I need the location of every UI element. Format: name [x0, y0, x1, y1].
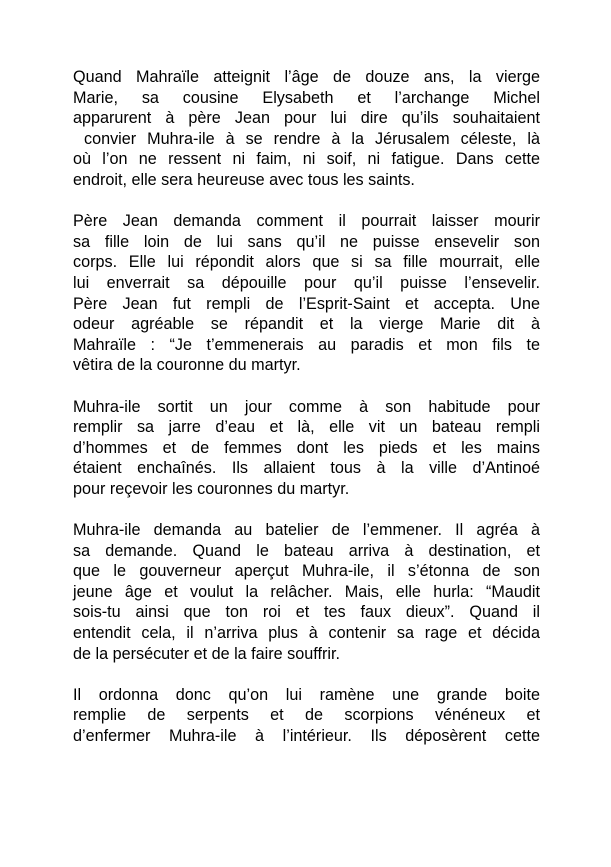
text-line: étaient enchaînés. Ils allaient tous à la ville d’Antinoé [73, 459, 540, 478]
paragraph-2 [73, 211, 540, 376]
text-line: jeune âge et voulut la relâcher. Mais, elle hurla: “Maudit [73, 582, 540, 601]
text-line: remplir sa jarre d’eau et là, elle vit un bateau rempli [73, 418, 540, 437]
text-line: Marie, sa cousine Elysabeth et l’archange Michel [73, 88, 540, 107]
document-page [73, 67, 540, 767]
text-line: Muhra-ile demanda au batelier de l’emmener. Il agréa à [73, 521, 540, 540]
text-line: Muhra-ile sortit un jour comme à son habitude pour [73, 397, 540, 416]
text-line: sa fille loin de lui sans qu’il ne puisse ensevelir son [73, 232, 540, 251]
text-line: de la persécuter et de la faire souffrir. [73, 644, 340, 663]
text-line: pour reçevoir les couronnes du martyr. [73, 479, 350, 498]
text-line: Il ordonna donc qu’on lui ramène une grande boite [73, 685, 540, 704]
text-line: convier Muhra-ile à se rendre à la Jérusalem céleste, là [73, 129, 540, 148]
text-line: Père Jean demanda comment il pourrait laisser mourir [73, 212, 540, 231]
text-line: Père Jean fut rempli de l’Esprit-Saint et accepta. Une [73, 294, 540, 313]
text-line: corps. Elle lui répondit alors que si sa fille mourrait, elle [73, 253, 540, 272]
text-line: que le gouverneur aperçut Muhra-ile, il s’étonna de son [73, 562, 540, 581]
text-line: Mahraïle : “Je t’emmenerais au paradis et mon fils te [73, 335, 540, 354]
paragraph-3 [73, 397, 540, 500]
text-line: d’enfermer Muhra-ile à l’intérieur. Ils déposèrent cette [73, 727, 540, 745]
text-line: remplie de serpents et de scorpions vénéneux et [73, 706, 540, 725]
paragraph-4 [73, 520, 540, 664]
text-line: sois-tu ainsi que ton roi et tes faux dieux”. Quand il [73, 603, 540, 622]
paragraph-5 [73, 685, 540, 747]
text-line: sa demande. Quand le bateau arriva à destination, et [73, 541, 540, 560]
text-line: où l’on ne ressent ni faim, ni soif, ni fatigue. Dans cette [73, 150, 540, 169]
paragraph-1 [73, 67, 540, 191]
text-line: Quand Mahraïle atteignit l’âge de douze ans, la vierge [73, 68, 540, 86]
text-line: d’hommes et de femmes dont les pieds et les mains [73, 438, 540, 457]
text-line: odeur agréable se répandit et la vierge Marie dit à [73, 315, 540, 334]
text-line: vêtira de la couronne du martyr. [73, 356, 301, 375]
text-line: lui enverrait sa dépouille pour qu’il puisse l’ensevelir. [73, 273, 540, 292]
text-line: entendit cela, il n’arriva plus à contenir sa rage et décida [73, 624, 540, 643]
text-line: endroit, elle sera heureuse avec tous les saints. [73, 170, 415, 189]
text-line: apparurent à père Jean pour lui dire qu’ils souhaitaient [73, 109, 540, 128]
